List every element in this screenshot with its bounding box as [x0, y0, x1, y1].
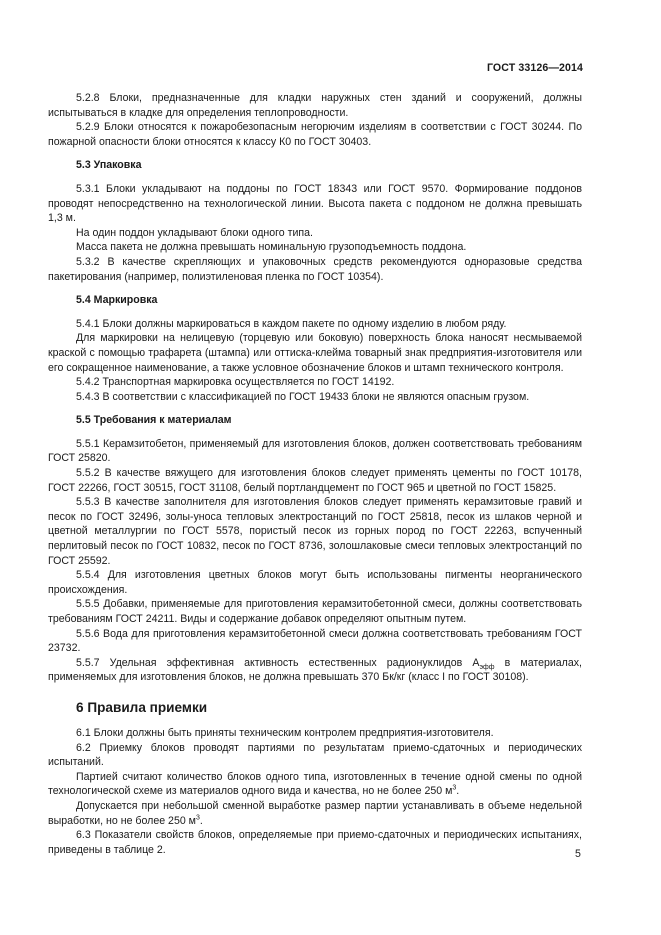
section-heading-6: 6 Правила приемки: [76, 699, 208, 715]
clause-5-3-1-b: На один поддон укладывают блоки одного типа.: [76, 226, 313, 239]
clause-5-5-7-text-a: 5.5.7 Удельная эффективная активность естественных радионуклидов А: [76, 656, 480, 669]
clause-5-5-3: 5.5.3 В качестве заполнителя для изготовления блоков следует применять керамзитовые гравий и песок по ГОСТ 32496, золы-уноса тепловых электростанций по ГОСТ 25818, песок из шлаков черной и цветной металлургии по ГОСТ 5578, пористый песок из горных пород по ГОСТ 22263, вспученный перлитовый песок по ГОСТ 10832, песок по ГОСТ 8736, золошлаковые смеси тепловых электростанций по ГОСТ 25592.: [48, 496, 582, 567]
clause-5-3-2: 5.3.2 В качестве скрепляющих и упаковочных средств рекомендуются одноразовые средства пакетирования (например, полиэтиленовая пленка по ГОСТ 10354).: [48, 255, 582, 283]
clause-5-4-3: 5.4.3 В соответствии с классификацией по ГОСТ 19433 блоки не являются опасным грузом.: [76, 390, 530, 403]
clause-6-2-c-superscript: 3: [195, 814, 200, 821]
clause-5-5-6: 5.5.6 Вода для приготовления керамзитобетонной смеси должна соответствовать требованиям ГОСТ 23732.: [48, 627, 582, 655]
clause-5-4-1-b: Для маркировки на нелицевую (торцевую или боковую) поверхность блока наносят несмываемой краской с помощью трафарета (штампа) или оттиска-клейма товарный знак предприятия-изготовителя или его сокращенное наименование, а также условное обозначение блоков и штамп технического контроля.: [48, 332, 582, 374]
clause-6-2-b: [48, 770, 582, 799]
section-heading-5-4: 5.4 Маркировка: [76, 294, 158, 307]
clause-5-4-1: 5.4.1 Блоки должны маркироваться в каждом пакете по одному изделию в любом ряду.: [76, 317, 507, 330]
clause-5-2-9: 5.2.9 Блоки относятся к пожаробезопасным негорючим изделиям в соответствии с ГОСТ 30244. По пожарной опасности блоки относятся к классу К0 по ГОСТ 30403.: [48, 121, 582, 148]
clause-6-1: 6.1 Блоки должны быть приняты техническим контролем предприятия-изготовителя.: [76, 726, 494, 739]
clause-5-5-7-subscript: эфф: [479, 663, 495, 671]
clause-6-3: 6.3 Показатели свойств блоков, определяемые при приемо-сдаточных и периодических испытаниях, приведены в таблице 2.: [48, 829, 582, 856]
clause-5-5-5: 5.5.5 Добавки, применяемые для приготовления керамзитобетонной смеси, должны соответствовать требованиям ГОСТ 24211. Виды и содержание добавок определяют опытным путем.: [48, 598, 582, 625]
clause-5-3-1: 5.3.1 Блоки укладывают на поддоны по ГОСТ 18343 или ГОСТ 9570. Формирование поддонов проводят непосредственно на технологической линии. Высота пакета с поддоном не должна превышать 1,3 м.: [48, 182, 582, 225]
clause-5-5-4: 5.5.4 Для изготовления цветных блоков могут быть использованы пигменты неорганического происхождения.: [48, 569, 582, 596]
clause-5-5-1: 5.5.1 Керамзитобетон, применяемый для изготовления блоков, должен соответствовать требованиям ГОСТ 25820.: [48, 437, 582, 465]
clause-5-5-7-text-b: в материалах, применяемых для изготовления блоков, не должна превышать 370 Бк/кг (класс I по ГОСТ 30108).: [48, 656, 582, 684]
clause-6-2-c: [48, 799, 582, 828]
section-heading-5-3: 5.3 Упаковка: [76, 159, 142, 172]
clause-5-3-1-c: Масса пакета не должна превышать номинальную грузоподъемность поддона.: [76, 241, 467, 254]
clause-6-2: 6.2 Приемку блоков проводят партиями по результатам приемо-сдаточных и периодических испытаний.: [48, 741, 582, 769]
clause-6-2-c-text: Допускается при небольшой сменной выработке размер партии устанавливать в объеме недельной выработки, но не более 250 м: [48, 799, 582, 827]
document-body: [48, 91, 582, 857]
clause-5-5-2: 5.5.2 В качестве вяжущего для изготовления блоков следует применять цементы по ГОСТ 10178, ГОСТ 22266, ГОСТ 30515, ГОСТ 31108, белый портландцемент по ГОСТ 965 и цветной по ГОСТ 15825.: [48, 467, 582, 494]
page-number: 5: [575, 848, 581, 860]
clause-5-4-2: 5.4.2 Транспортная маркировка осуществляется по ГОСТ 14192.: [76, 376, 395, 389]
document-id-header: ГОСТ 33126—2014: [486, 62, 583, 74]
clause-5-5-7: [48, 656, 582, 685]
clause-5-2-8: 5.2.8 Блоки, предназначенные для кладки наружных стен зданий и сооружений, должны испытываться в кладке для определения теплопроводности.: [48, 92, 582, 119]
clause-6-2-c-end: .: [199, 814, 203, 827]
section-heading-5-5: 5.5 Требования к материалам: [76, 414, 232, 427]
clause-6-2-b-superscript: 3: [452, 784, 457, 792]
clause-6-2-b-text: Партией считают количество блоков одного типа, изготовленных в течение одной смены по одной технологической схеме из материалов одного вида и качества, но не более 250 м: [48, 770, 582, 798]
clause-6-2-b-end: .: [456, 785, 460, 798]
